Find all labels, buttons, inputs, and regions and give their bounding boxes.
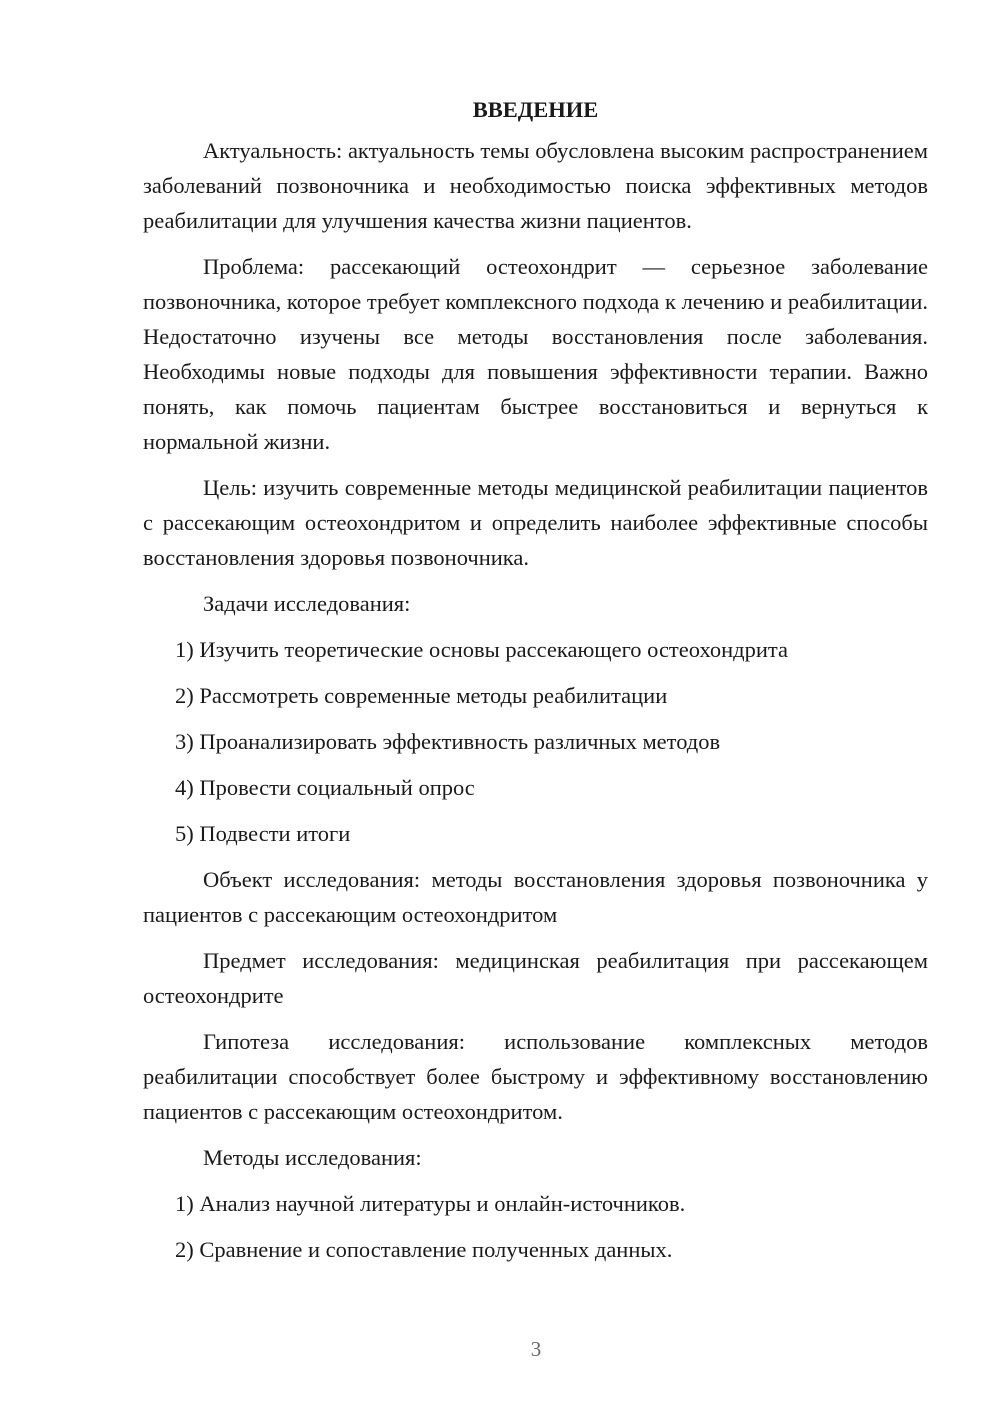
task-item: 4) Провести социальный опрос <box>175 775 475 800</box>
page-number: 3 <box>530 1337 542 1361</box>
hypothesis-paragraph: Гипотеза исследования: использование комплексных методов реабилитации способствует более быстрому и эффективному восстановлению пациентов с рассекающим остеохондритом. <box>143 1029 928 1124</box>
method-item: 1) Анализ научной литературы и онлайн-источников. <box>175 1191 686 1216</box>
goal-paragraph: Цель: изучить современные методы медицинской реабилитации пациентов с рассекающим остеохондритом и определить наиболее эффективные способы восстановления здоровья позвоночника. <box>143 475 928 570</box>
methods-heading: Методы исследования: <box>203 1145 422 1170</box>
object-paragraph: Объект исследования: методы восстановления здоровья позвоночника у пациентов с рассекающим остеохондритом <box>143 867 928 927</box>
relevance-paragraph: Актуальность: актуальность темы обусловлена высоким распространением заболеваний позвоночника и необходимостью поиска эффективных методов реабилитации для улучшения качества жизни пациентов. <box>143 138 928 233</box>
tasks-heading: Задачи исследования: <box>203 591 411 616</box>
task-item: 2) Рассмотреть современные методы реабилитации <box>175 683 668 708</box>
task-item: 1) Изучить теоретические основы рассекающего остеохондрита <box>175 637 788 662</box>
problem-paragraph: Проблема: рассекающий остеохондрит — серьезное заболевание позвоночника, которое требует комплексного подхода к лечению и реабилитации. Недостаточно изучены все методы восстановления после заболевания. Необходимы новые подходы для повышения эффективности терапии. Важно понять, как помочь пациентам быстрее восстановиться и вернуться к нормальной жизни. <box>143 254 928 454</box>
task-item: 3) Проанализировать эффективность различных методов <box>175 729 721 754</box>
page-title: ВВЕДЕНИЕ <box>472 97 599 122</box>
page-content <box>143 92 928 1278</box>
task-item: 5) Подвести итоги <box>175 821 351 846</box>
method-item: 2) Сравнение и сопоставление полученных данных. <box>175 1237 673 1262</box>
subject-paragraph: Предмет исследования: медицинская реабилитация при рассекающем остеохондрите <box>143 948 928 1008</box>
